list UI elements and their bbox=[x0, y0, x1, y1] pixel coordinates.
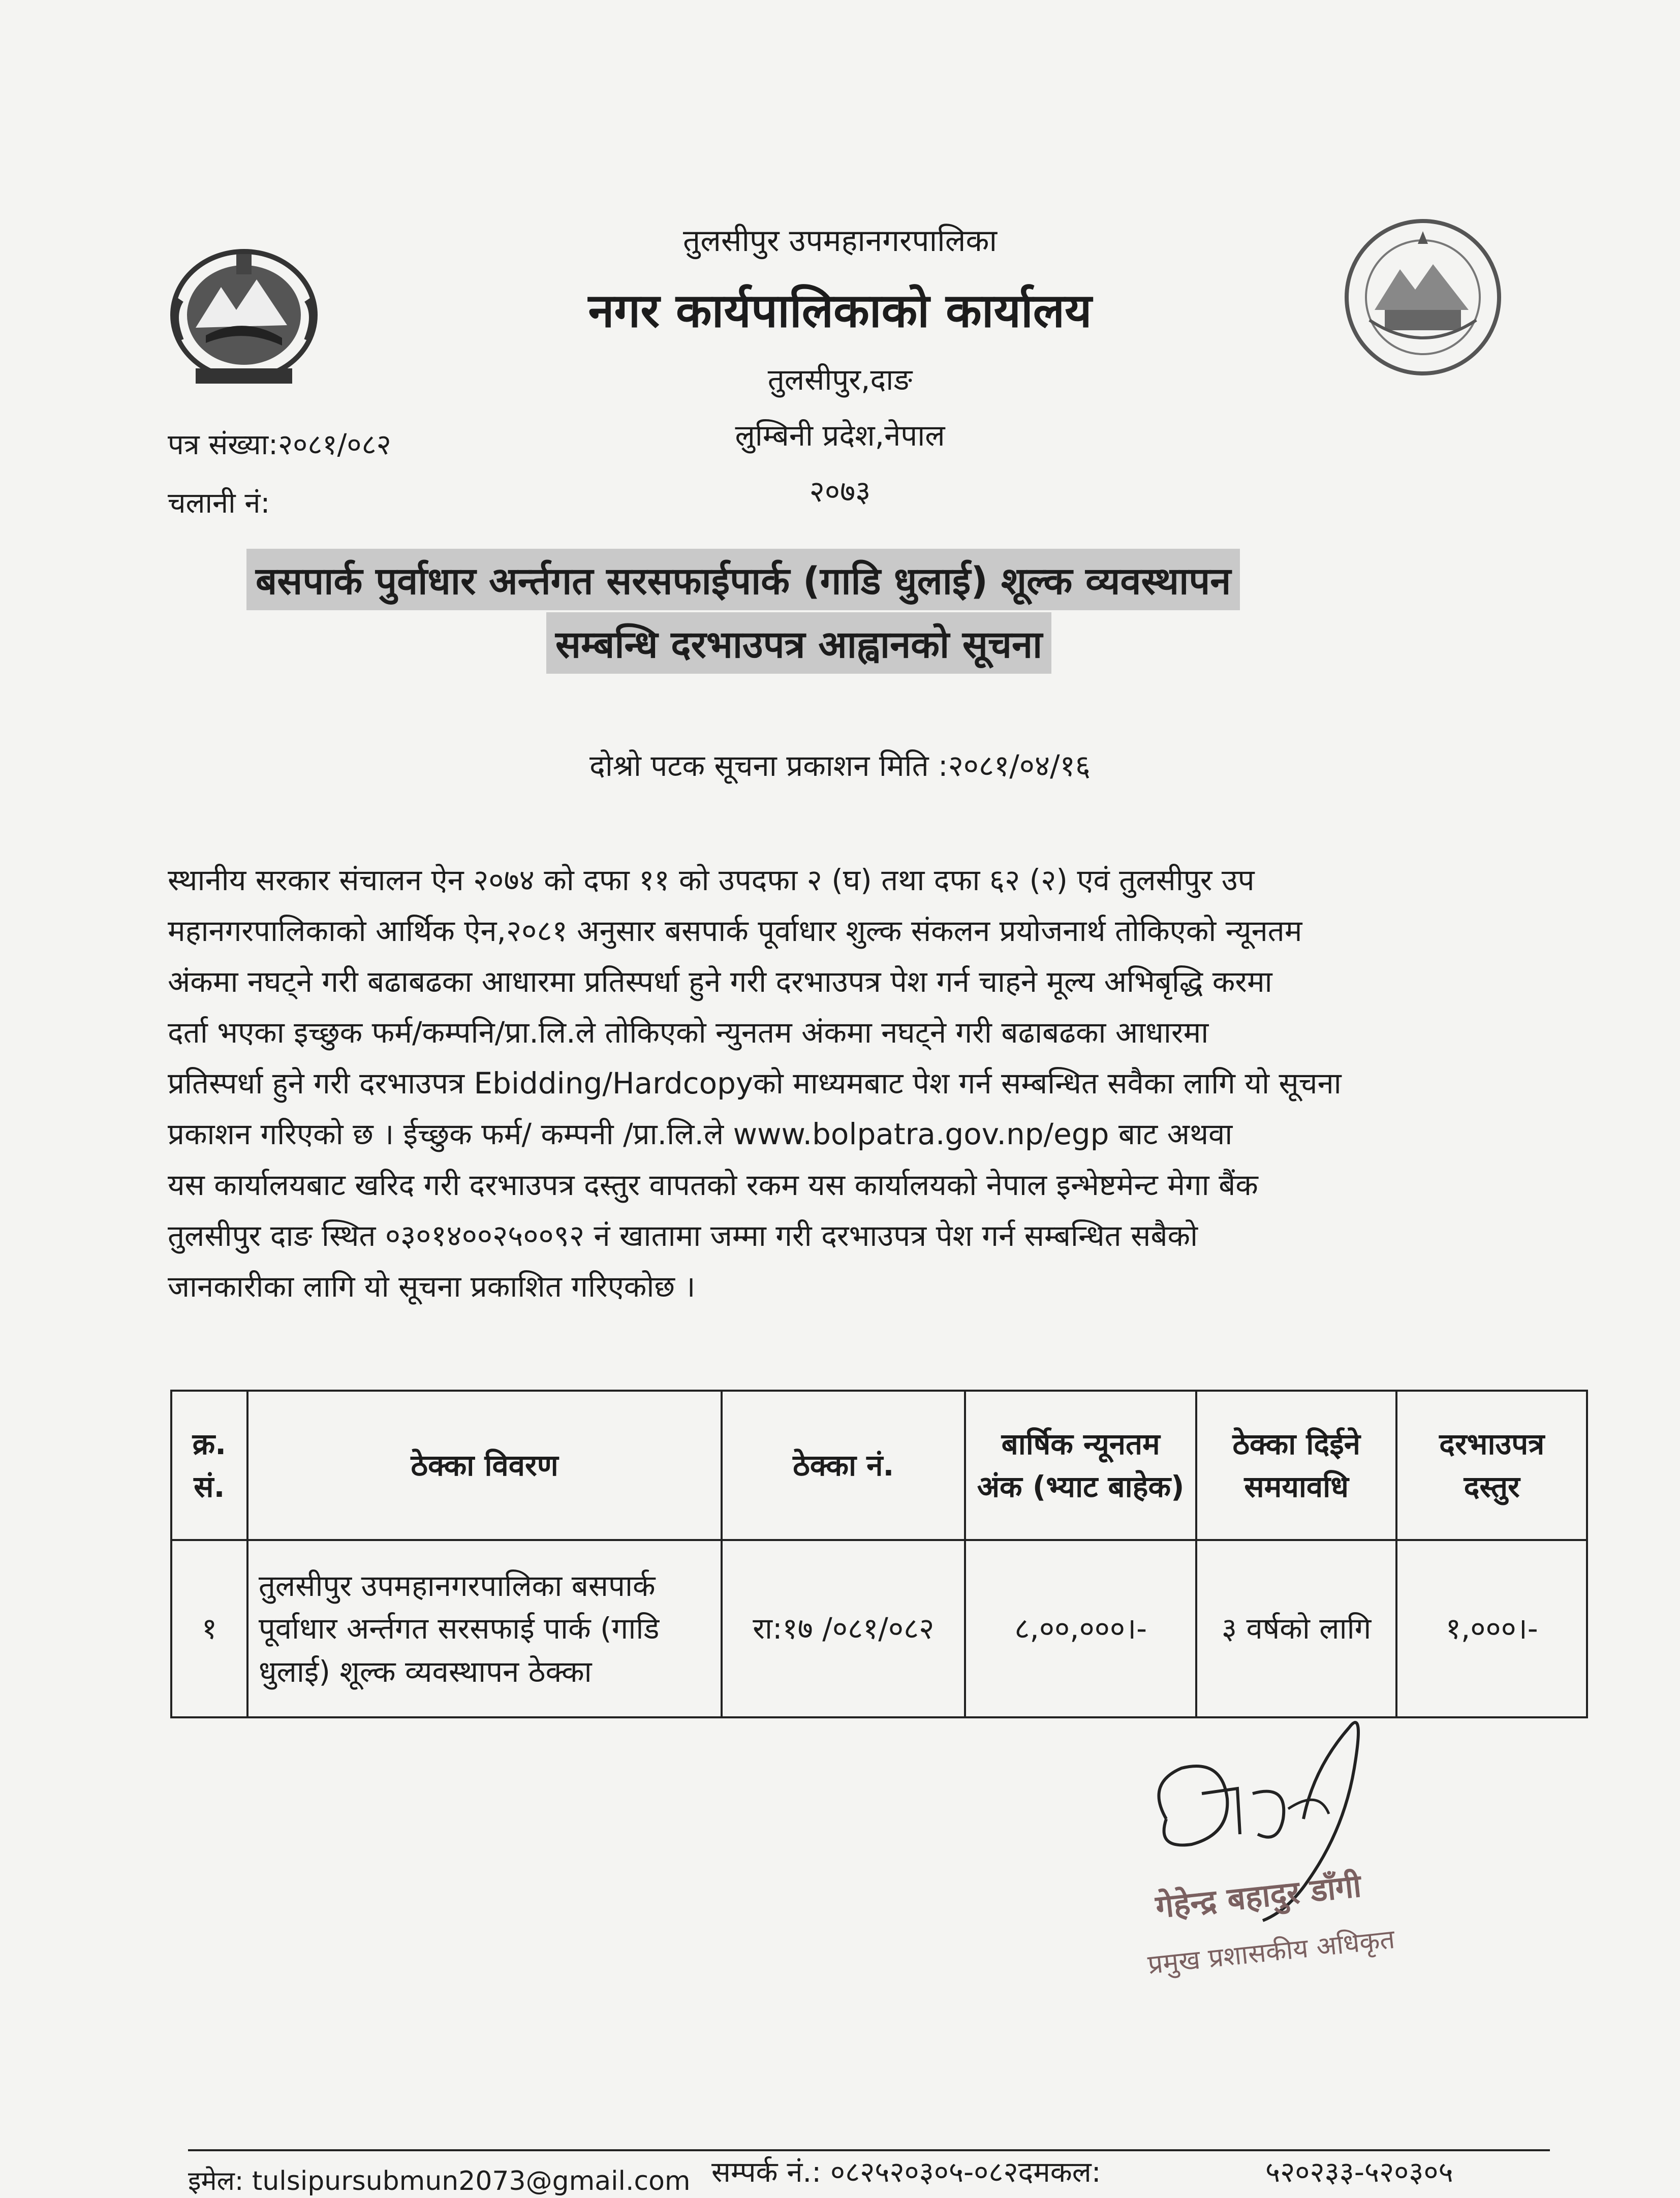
cell-min-amount: ८,००,०००।- bbox=[965, 1540, 1196, 1717]
body-line: महानगरपालिकाको आर्थिक ऐन,२०८१ अनुसार बसपार्क पूर्वाधार शुल्क संकलन प्रयोजनार्थ तोकिएको न्यूनतम bbox=[168, 914, 1302, 948]
cell-duration: ३ वर्षको लागि bbox=[1196, 1540, 1397, 1717]
notice-title-line1: बसपार्क पुर्वाधार अर्न्तगत सरसफाईपार्क (गाडि धुलाई) शूल्क व्यवस्थापन bbox=[246, 549, 1240, 610]
publication-date: दोश्रो पटक सूचना प्रकाशन मिति :२०८१/०४/१६ bbox=[589, 748, 1091, 783]
signer-name: गेहेन्द्र बहादुर डाँगी bbox=[1154, 1867, 1363, 1926]
body-line: तुलसीपुर दाङ स्थित ०३०१४००२५००९२ नं खातामा जम्मा गरी दरभाउपत्र पेश गर्न सम्बन्धित सबैको bbox=[168, 1218, 1198, 1253]
body-line: प्रतिस्पर्धा हुने गरी दरभाउपत्र Ebidding/Hardcopyको माध्यमबाट पेश गर्न सम्बन्धित सवैका लागि यो सूचना bbox=[168, 1066, 1342, 1101]
body-line: जानकारीका लागि यो सूचना प्रकाशित गरिएकोछ । bbox=[168, 1269, 696, 1304]
footer-phone: सम्पर्क नं.: ०८२५२०३०५-०८२दमकल: bbox=[711, 2156, 1101, 2189]
header-contract-no: ठेक्का नं. bbox=[722, 1391, 965, 1540]
office-province: लुम्बिनी प्रदेश,नेपाल bbox=[735, 418, 945, 453]
notice-title-line2: सम्बन्धि दरभाउपत्र आह्वानको सूचना bbox=[546, 612, 1051, 674]
body-line: स्थानीय सरकार संचालन ऐन २०७४ को दफा ११ को उपदफा २ (घ) तथा दफा ६२ (२) एवं तुलसीपुर उप bbox=[168, 863, 1255, 897]
body-line: प्रकाशन गरिएको छ । ईच्छुक फर्म/ कम्पनी /प्रा.लि.ले www.bolpatra.gov.np/egp बाट अथवा bbox=[168, 1117, 1233, 1151]
header-serial: क्र. सं. bbox=[171, 1391, 247, 1540]
office-place: तुलसीपुर,दाङ bbox=[767, 362, 913, 397]
signer-title: प्रमुख प्रशासकीय अधिकृत bbox=[1146, 1924, 1396, 1981]
header-duration: ठेक्का दिईने समयावधि bbox=[1196, 1391, 1397, 1540]
footer-email: इमेल: tulsipursubmun2073@gmail.com bbox=[188, 2166, 691, 2196]
reference-number: पत्र संख्या:२०८१/०८२ bbox=[168, 428, 391, 461]
header-fee: दरभाउपत्र दस्तुर bbox=[1396, 1391, 1587, 1540]
cell-serial: १ bbox=[171, 1540, 247, 1717]
body-line: दर्ता भएका इच्छुक फर्म/कम्पनि/प्रा.लि.ले तोकिएको न्युनतम अंकमा नघट्ने गरी बढाबढका आधारमा bbox=[168, 1015, 1209, 1050]
footer-fire-phone: ५२०२३३-५२०३०५ bbox=[1265, 2156, 1453, 2189]
body-line: अंकमा नघट्ने गरी बढाबढका आधारमा प्रतिस्पर्धा हुने गरी दरभाउपत्र पेश गर्न चाहने मूल्य अभिबृद्धि करमा bbox=[168, 964, 1272, 999]
dispatch-number: चलानी नं: bbox=[168, 487, 270, 520]
header-min-amount: बार्षिक न्यूनतम अंक (भ्याट बाहेक) bbox=[965, 1391, 1196, 1540]
nepal-emblem-icon bbox=[160, 239, 328, 391]
footer-divider bbox=[188, 2149, 1550, 2151]
cell-contract-no: रा:१७ /०८१/०८२ bbox=[722, 1540, 965, 1717]
office-name: नगर कार्यपालिकाको कार्यालय bbox=[588, 284, 1092, 338]
body-line: यस कार्यालयबाट खरिद गरी दरभाउपत्र दस्तुर वापतको रकम यस कार्यालयको नेपाल इन्भेष्टमेन्ट मेगा बैंक bbox=[168, 1168, 1258, 1202]
municipality-seal-icon bbox=[1339, 213, 1507, 381]
cell-fee: १,०००।- bbox=[1396, 1540, 1587, 1717]
header-description: ठेक्का विवरण bbox=[247, 1391, 722, 1540]
org-name: तुलसीपुर उपमहानगरपालिका bbox=[683, 223, 997, 259]
cell-description: तुलसीपुर उपमहानगरपालिका बसपार्क पूर्वाधार अर्न्तगत सरसफाई पार्क (गाडि धुलाई) शूल्क व्यवस्थापन ठेक्का bbox=[247, 1540, 722, 1717]
established-year: २०७३ bbox=[809, 474, 871, 509]
table-header-row bbox=[171, 1391, 1587, 1540]
